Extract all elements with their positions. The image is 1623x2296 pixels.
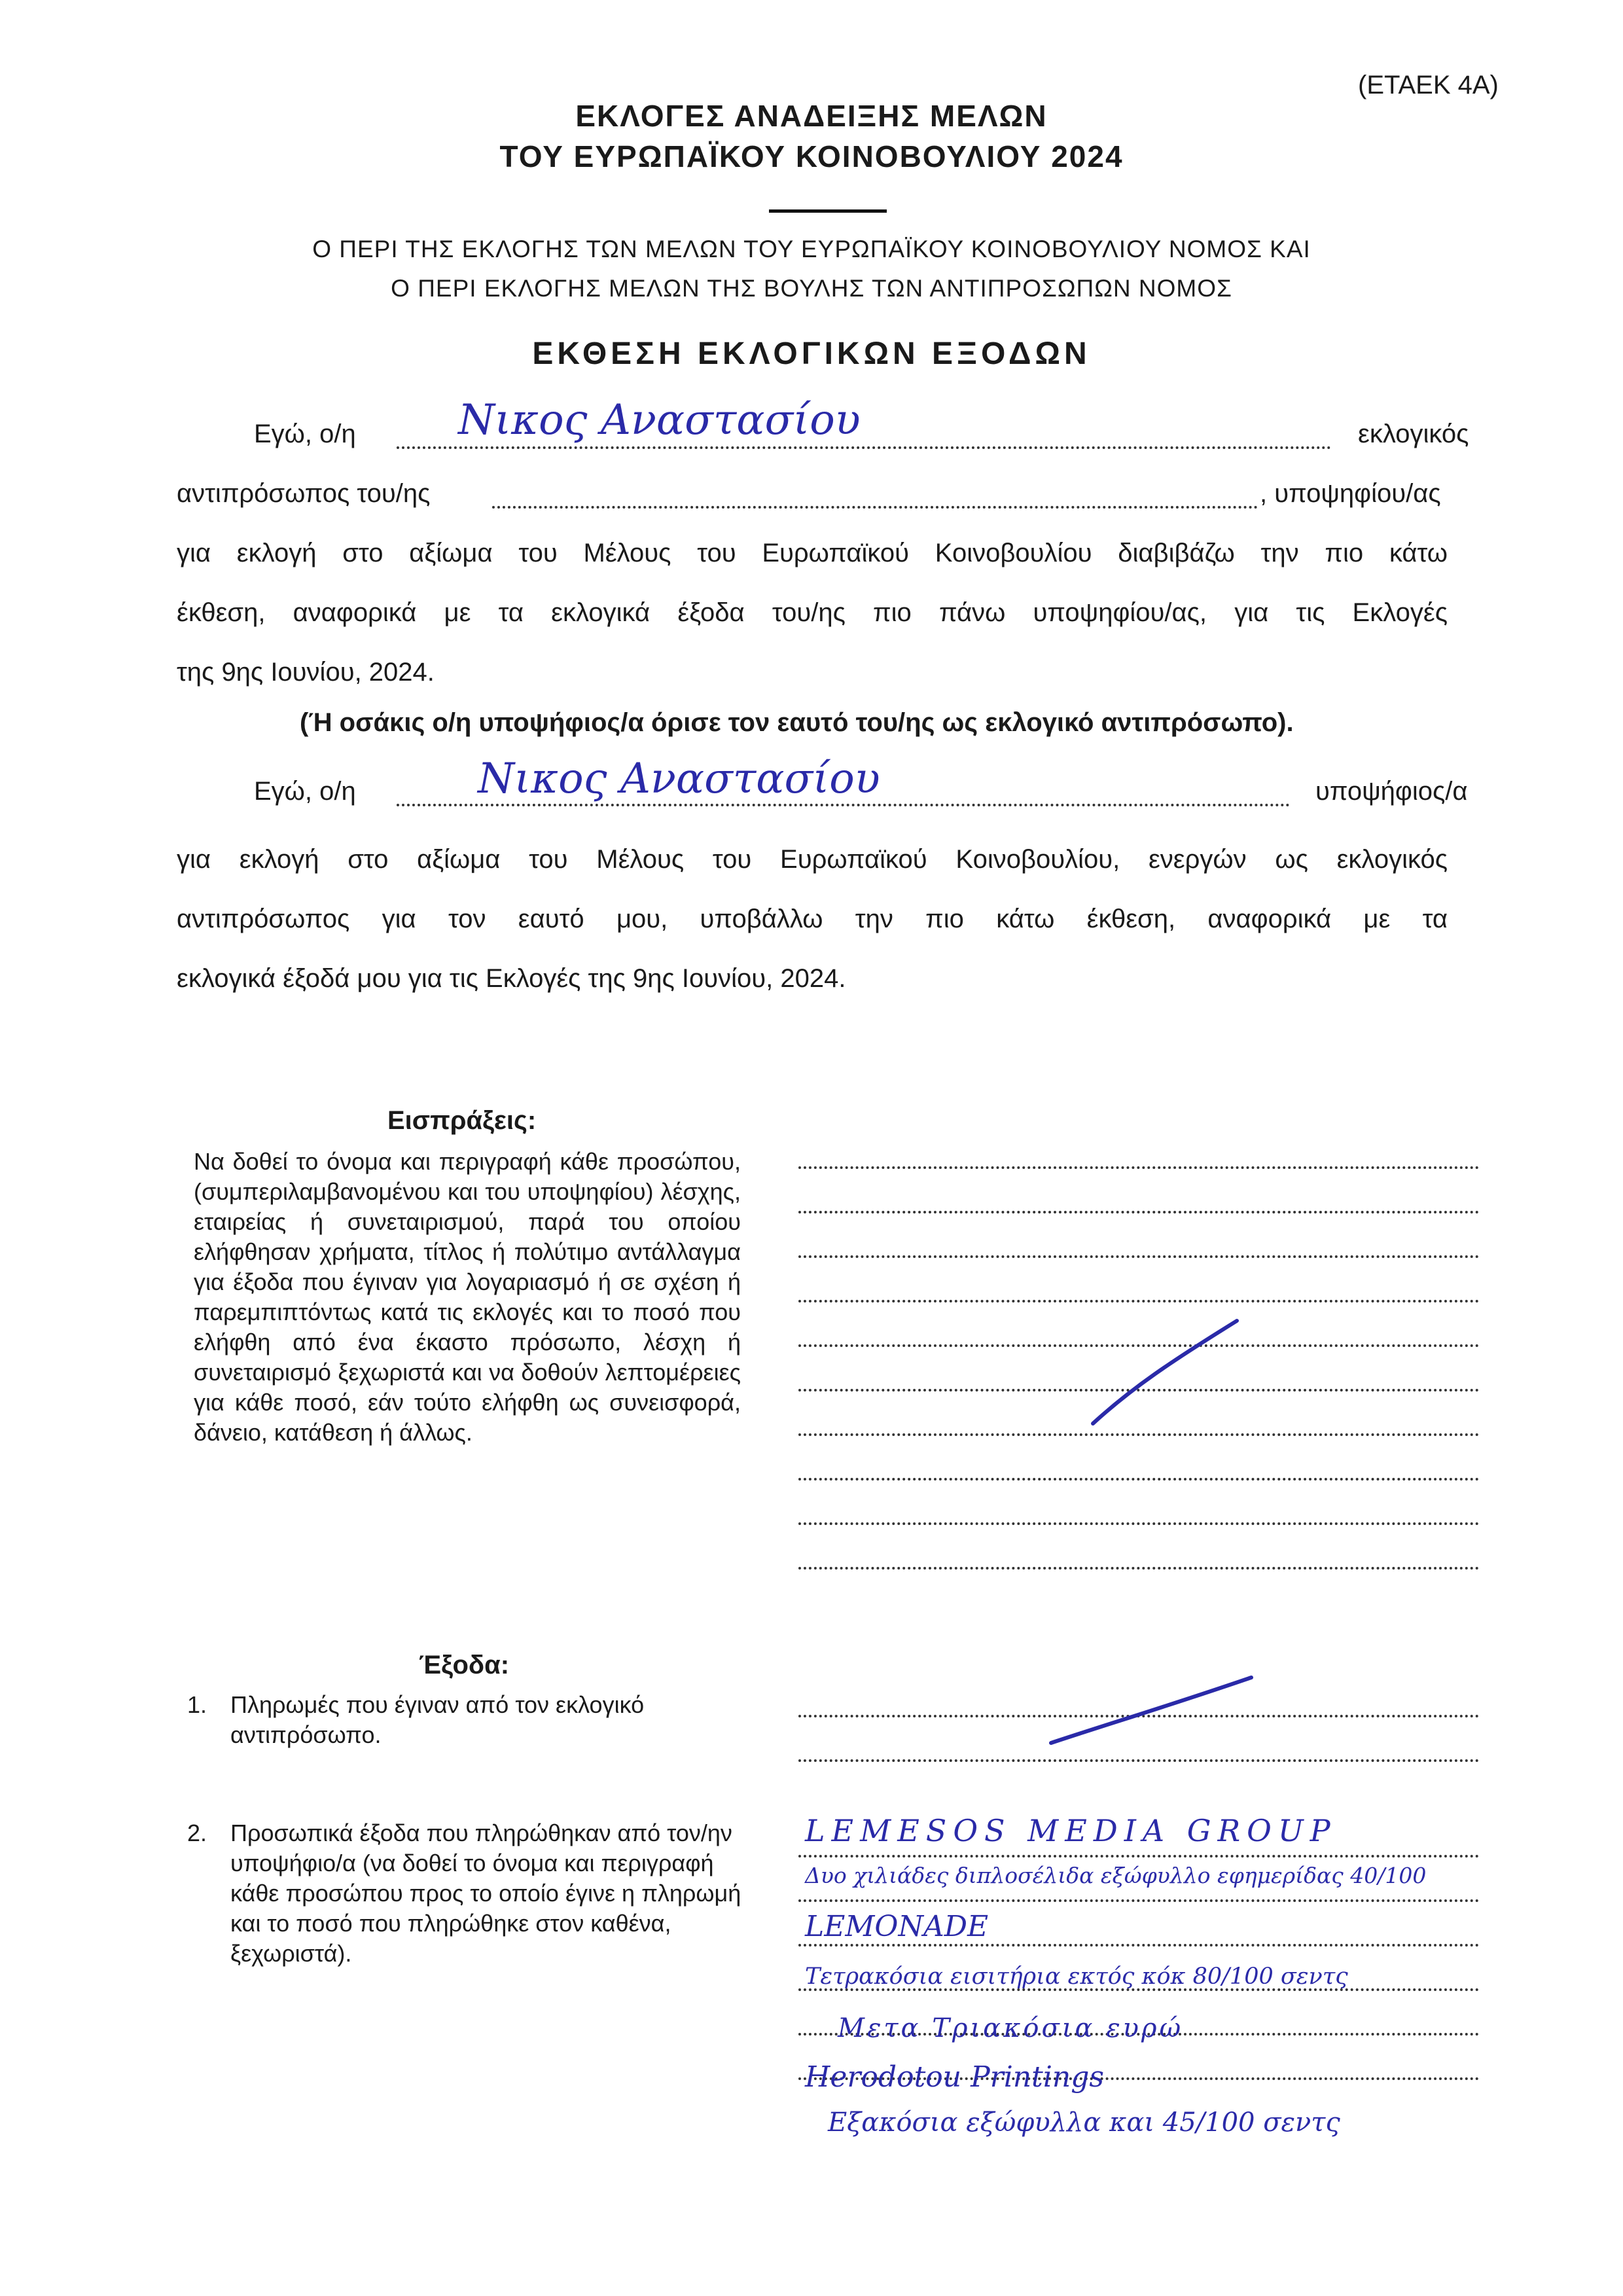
- candidate-self-word: υποψήφιος/α: [1315, 777, 1468, 806]
- agent-name-field[interactable]: [397, 446, 1331, 449]
- expense-entry-line[interactable]: [798, 1944, 1479, 1946]
- self-agent-note: (Ή οσάκις ο/η υποψήφιος/α όρισε τον εαυτό του/ης ως εκλογικό αντιπρόσωπο).: [300, 708, 1294, 737]
- document-title-line-1: ΕΚΛΟΓΕΣ ΑΝΑΔΕΙΞΗΣ ΜΕΛΩΝ: [575, 99, 1048, 133]
- expense-entry-3: LEMONADE: [805, 1910, 989, 1943]
- title-divider: [769, 209, 887, 213]
- agent-word: εκλογικός: [1358, 420, 1469, 448]
- receipts-title: Εισπράξεις:: [387, 1106, 537, 1135]
- receipts-line[interactable]: [798, 1255, 1479, 1258]
- receipts-strike-mark: [1086, 1316, 1243, 1433]
- expense-entry-7: Εξακόσια εξώφυλλα και 45/100 σεντς: [828, 2108, 1340, 2138]
- expense-entry-5: Μετα Τριακόσια ευρώ: [838, 2013, 1184, 2043]
- candidate-paragraph-line-3: αντιπρόσωπος για τον εαυτό μου, υποβάλλω την πιο κάτω έκθεση, αναφορικά με τα: [177, 905, 1448, 933]
- expenses-strike-mark: [1047, 1672, 1257, 1751]
- agent-paragraph-line-3: για εκλογή στο αξίωμα του Μέλους του Ευρωπαϊκού Κοινοβουλίου διαβιβάζω την πιο κάτω: [177, 539, 1448, 567]
- receipts-line[interactable]: [798, 1522, 1479, 1525]
- expenses-title: Έξοδα:: [419, 1651, 510, 1679]
- expense-item-1-text: Πληρωμές που έγιναν από τον εκλογικό αντιπρόσωπο.: [230, 1691, 645, 1748]
- expense-entry-1: LEMESOS MEDIA GROUP: [805, 1813, 1337, 1848]
- agent-of-label: αντιπρόσωπος του/ης: [177, 479, 431, 508]
- expense-entry-line[interactable]: [798, 1899, 1479, 1902]
- expense-entry-6: Herodotou Printings: [805, 2060, 1104, 2094]
- expense-item-2-number: 2.: [187, 1820, 207, 1846]
- receipts-line[interactable]: [798, 1433, 1479, 1436]
- expense-entry-4: Τετρακόσια εισιτήρια εκτός κόκ 80/100 σεντς: [805, 1964, 1348, 1990]
- agent-paragraph-line-4: έκθεση, αναφορικά με τα εκλογικά έξοδα του/ης πιο πάνω υποψηφίου/ας, για τις Εκλογές: [177, 598, 1448, 627]
- expense-entry-2: Δυο χιλιάδες διπλοσέλιδα εξώφυλλο εφημερίδας 40/100: [805, 1863, 1427, 1888]
- candidate-self-name-field[interactable]: [397, 804, 1290, 806]
- agent-ego-label: Εγώ, ο/η: [254, 420, 356, 448]
- expense-entry-line[interactable]: [798, 1855, 1479, 1857]
- candidate-word: , υποψηφίου/ας: [1260, 479, 1441, 508]
- candidate-paragraph-line-4: εκλογικά έξοδά μου για τις Εκλογές της 9ης Ιουνίου, 2024.: [177, 964, 846, 993]
- expense-item-1-line[interactable]: [798, 1759, 1479, 1762]
- form-code: (ΕΤΑΕΚ 4Α): [1358, 71, 1499, 99]
- agent-paragraph-line-5: της 9ης Ιουνίου, 2024.: [177, 658, 435, 687]
- document-title-line-2: ΤΟΥ ΕΥΡΩΠΑΪΚΟΥ ΚΟΙΝΟΒΟΥΛΙΟΥ 2024: [499, 139, 1124, 173]
- receipts-line[interactable]: [798, 1211, 1479, 1213]
- receipts-line[interactable]: [798, 1300, 1479, 1302]
- agent-name-handwritten: Νικος Αναστασίου: [458, 396, 861, 444]
- candidate-ego-label: Εγώ, ο/η: [254, 777, 356, 806]
- expense-item-2-text: Προσωπικά έξοδα που πληρώθηκαν από τον/ην υποψήφιο/α (να δοθεί το όνομα και περιγραφή κάθε προσώπου προς το οποίο έγινε η πληρωμή και το ποσό που πληρώθηκε στον καθένα, ξεχωριστά).: [230, 1820, 741, 1967]
- expense-item-1-number: 1.: [187, 1691, 207, 1718]
- receipts-description: Να δοθεί το όνομα και περιγραφή κάθε προσώπου, (συμπεριλαμβανομένου και του υποψηφίου) λέσχης, εταιρείας ή συνεταιρισμού, παρά του οποίου ελήφθησαν χρήματα, τίτλος ή πολύτιμο αντάλλαγμα για έξοδα που έγιναν για λογαριασμό ή σε σχέση ή παρεμπιπτόντως κατά τις εκλογές και το ποσό που ελήφθη από ένα έκαστο πρόσωπο, λέσχη ή συνεταιρισμό ξεχωριστά και να δοθούν λεπτομέρειες για κάθε ποσό, εάν τούτο ελήφθη ως συνεισφορά, δάνειο, κατάθεση ή άλλως.: [194, 1148, 741, 1446]
- law-reference-line-2: Ο ΠΕΡΙ ΕΚΛΟΓΗΣ ΜΕΛΩΝ ΤΗΣ ΒΟΥΛΗΣ ΤΩΝ ΑΝΤΙΠΡΟΣΩΠΩΝ ΝΟΜΟΣ: [391, 275, 1232, 302]
- receipts-line[interactable]: [798, 1567, 1479, 1570]
- report-heading: ΕΚΘΕΣΗ ΕΚΛΟΓΙΚΩΝ ΕΞΟΔΩΝ: [532, 336, 1091, 371]
- candidate-name-field[interactable]: [492, 506, 1258, 509]
- law-reference-line-1: Ο ΠΕΡΙ ΤΗΣ ΕΚΛΟΓΗΣ ΤΩΝ ΜΕΛΩΝ ΤΟΥ ΕΥΡΩΠΑΪΚΟΥ ΚΟΙΝΟΒΟΥΛΙΟΥ ΝΟΜΟΣ ΚΑΙ: [312, 236, 1311, 262]
- candidate-name-handwritten: Νικος Αναστασίου: [478, 755, 880, 803]
- receipts-line[interactable]: [798, 1478, 1479, 1480]
- candidate-paragraph-line-2: για εκλογή στο αξίωμα του Μέλους του Ευρωπαϊκού Κοινοβουλίου, ενεργών ως εκλογικός: [177, 845, 1448, 874]
- receipts-line[interactable]: [798, 1166, 1479, 1169]
